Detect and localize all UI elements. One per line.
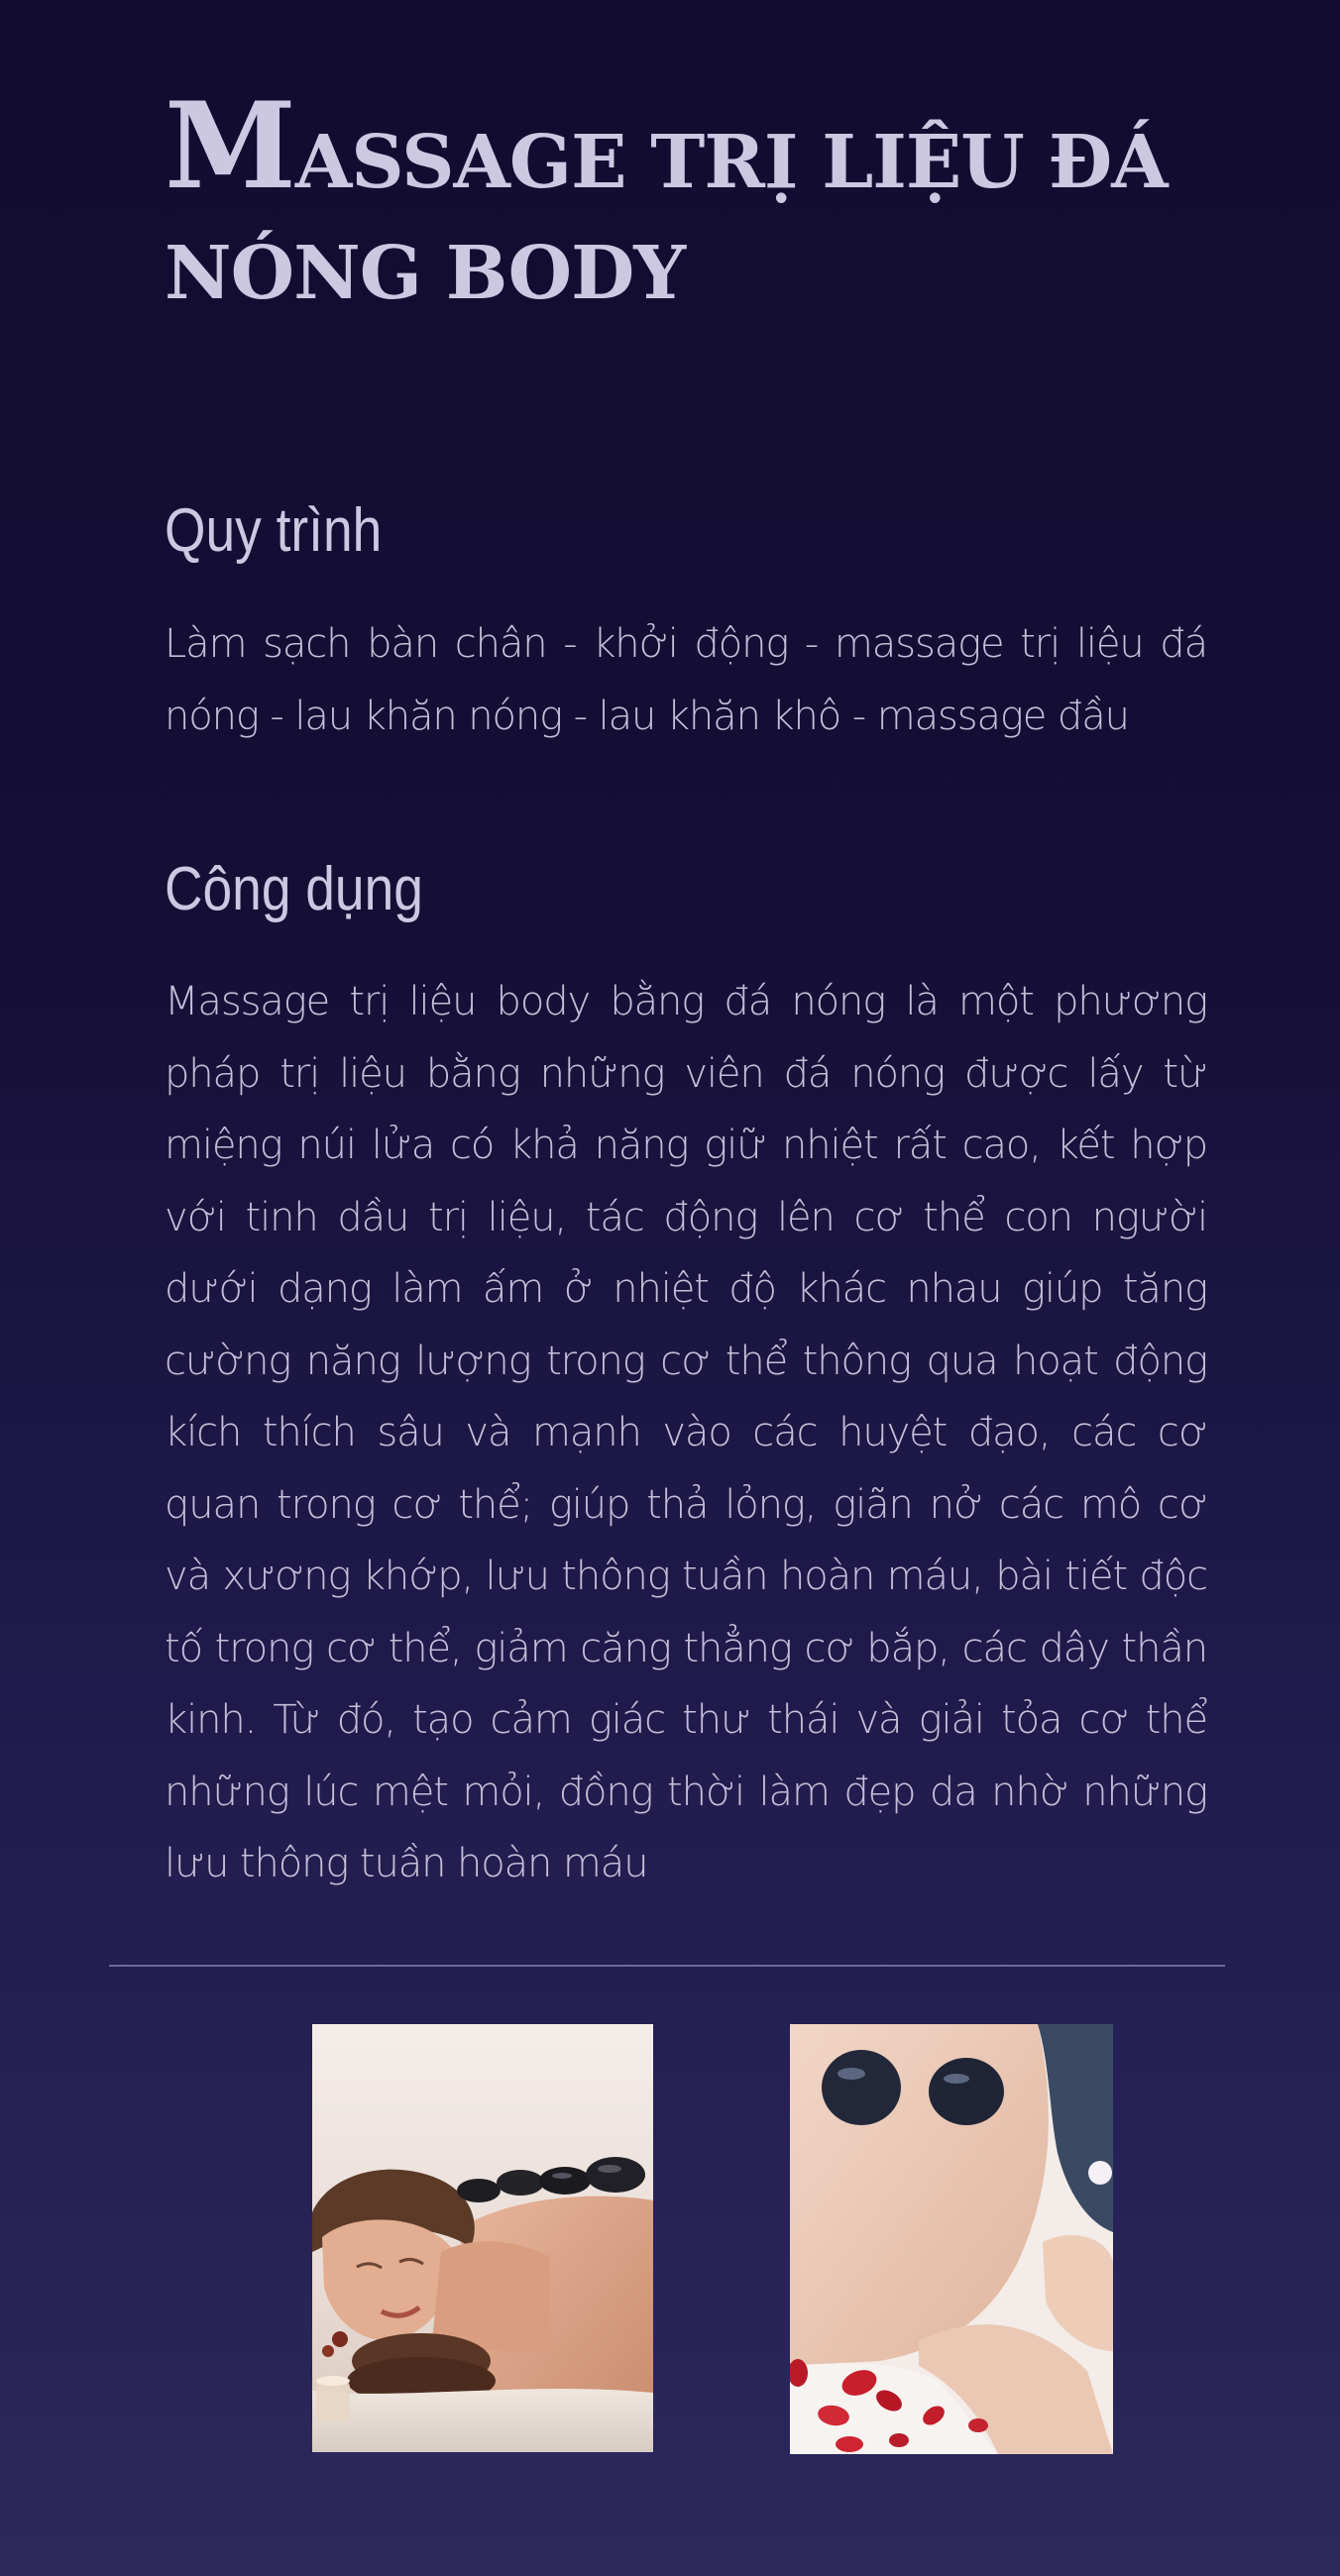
hot-stone-massage-photo-2 (790, 2024, 1113, 2454)
title-line-2: NÓNG BODY (165, 231, 686, 316)
title-line-1 (165, 76, 1235, 218)
benefit-text: Massage trị liệu body bằng đá nóng là một phương pháp trị liệu bằng những viên đá nóng được lấy từ miệng núi lửa có khả năng giữ nhiệt rất cao, kết hợp với tinh dầu trị liệu, tác động lên cơ thể con người dưới dạng làm ấm ở nhiệt độ khác nhau giúp tăng cường năng lượng trong cơ thể thông qua hoạt động kích thích sâu và mạnh vào các huyệt đạo, các cơ quan trong cơ thể; giúp thả lỏng, giãn nở các mô cơ và xương khớp, lưu thông tuần hoàn máu, bài tiết độc tố trong cơ thể, giảm căng thẳng cơ bắp, các dây thần kinh. Từ đó, tạo cảm giác thư thái và giải tỏa cơ thể những lúc mệt mỏi, đồng thời làm đẹp da nhờ những lưu thông tuần hoàn máu (165, 979, 1207, 1886)
hot-stone-massage-photo-1 (312, 2024, 653, 2452)
process-heading: Quy trình (165, 496, 383, 565)
title-line-1-rest: ASSAGE TRỊ LIỆU ĐÁ (294, 120, 1168, 205)
title-initial: M (165, 76, 295, 216)
process-text: Làm sạch bàn chân - khởi động - massage trị liệu đá nóng - lau khăn nóng - lau khăn khô - massage đầu (165, 621, 1207, 739)
benefit-heading: Công dụng (165, 855, 423, 923)
page-title (165, 76, 1235, 329)
section-divider (109, 1965, 1225, 1967)
